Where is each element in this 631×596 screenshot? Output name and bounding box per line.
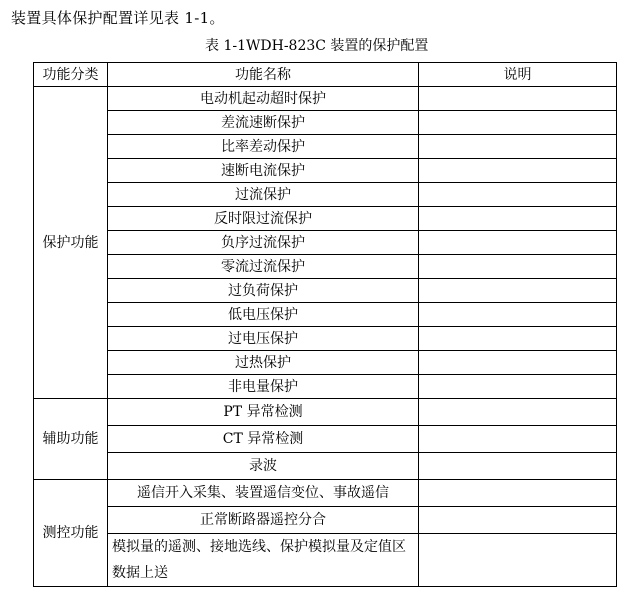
header-function-name: 功能名称 — [108, 63, 419, 87]
function-name-cell: PT 异常检测 — [108, 399, 419, 426]
protection-config-table — [33, 62, 617, 587]
function-name-cell: 模拟量的遥测、接地选线、保护模拟量及定值区数据上送 — [108, 534, 419, 587]
category-cell: 辅助功能 — [34, 399, 108, 480]
description-cell — [419, 135, 617, 159]
table-row — [34, 279, 617, 303]
table-row — [34, 453, 617, 480]
function-name-cell: 录波 — [108, 453, 419, 480]
category-cell: 保护功能 — [34, 87, 108, 399]
description-cell — [419, 207, 617, 231]
table-row — [34, 159, 617, 183]
table-row — [34, 135, 617, 159]
function-name-cell: 负序过流保护 — [108, 231, 419, 255]
function-name-cell: 过热保护 — [108, 351, 419, 375]
function-name-cell: 低电压保护 — [108, 303, 419, 327]
description-cell — [419, 303, 617, 327]
function-name-cell: 过负荷保护 — [108, 279, 419, 303]
table-row — [34, 183, 617, 207]
function-name-cell: 比率差动保护 — [108, 135, 419, 159]
function-name-cell: 过电压保护 — [108, 327, 419, 351]
function-name-cell: 差流速断保护 — [108, 111, 419, 135]
function-name-cell: 过流保护 — [108, 183, 419, 207]
caption-text: 表 1-1WDH-823C 装置的保护配置 — [205, 38, 429, 54]
category-cell: 测控功能 — [34, 480, 108, 587]
table-row — [34, 207, 617, 231]
description-cell — [419, 534, 617, 587]
description-cell — [419, 351, 617, 375]
description-cell — [419, 453, 617, 480]
function-name-cell: 零流过流保护 — [108, 255, 419, 279]
description-cell — [419, 231, 617, 255]
table-row — [34, 375, 617, 399]
description-cell — [419, 87, 617, 111]
description-cell — [419, 375, 617, 399]
header-description: 说明 — [419, 63, 617, 87]
table-row — [34, 327, 617, 351]
table-row — [34, 534, 617, 587]
table-row — [34, 87, 617, 111]
function-name-cell: 正常断路器遥控分合 — [108, 507, 419, 534]
table-row — [34, 399, 617, 426]
description-cell — [419, 426, 617, 453]
table-row — [34, 507, 617, 534]
intro-text: 装置具体保护配置详见表 1-1。 — [11, 9, 225, 27]
description-cell — [419, 480, 617, 507]
function-name-cell: 遥信开入采集、装置遥信变位、事故遥信 — [108, 480, 419, 507]
description-cell — [419, 111, 617, 135]
description-cell — [419, 507, 617, 534]
table-row — [34, 255, 617, 279]
table-row — [34, 231, 617, 255]
table-row — [34, 351, 617, 375]
function-name-cell: 非电量保护 — [108, 375, 419, 399]
table-row — [34, 426, 617, 453]
function-name-cell: CT 异常检测 — [108, 426, 419, 453]
description-cell — [419, 327, 617, 351]
function-name-cell: 速断电流保护 — [108, 159, 419, 183]
description-cell — [419, 183, 617, 207]
table-row — [34, 111, 617, 135]
function-name-cell: 反时限过流保护 — [108, 207, 419, 231]
header-category: 功能分类 — [34, 63, 108, 87]
table-row — [34, 303, 617, 327]
description-cell — [419, 255, 617, 279]
description-cell — [419, 399, 617, 426]
table-row — [34, 480, 617, 507]
function-name-cell: 电动机起动超时保护 — [108, 87, 419, 111]
description-cell — [419, 279, 617, 303]
description-cell — [419, 159, 617, 183]
header-row — [34, 63, 617, 87]
